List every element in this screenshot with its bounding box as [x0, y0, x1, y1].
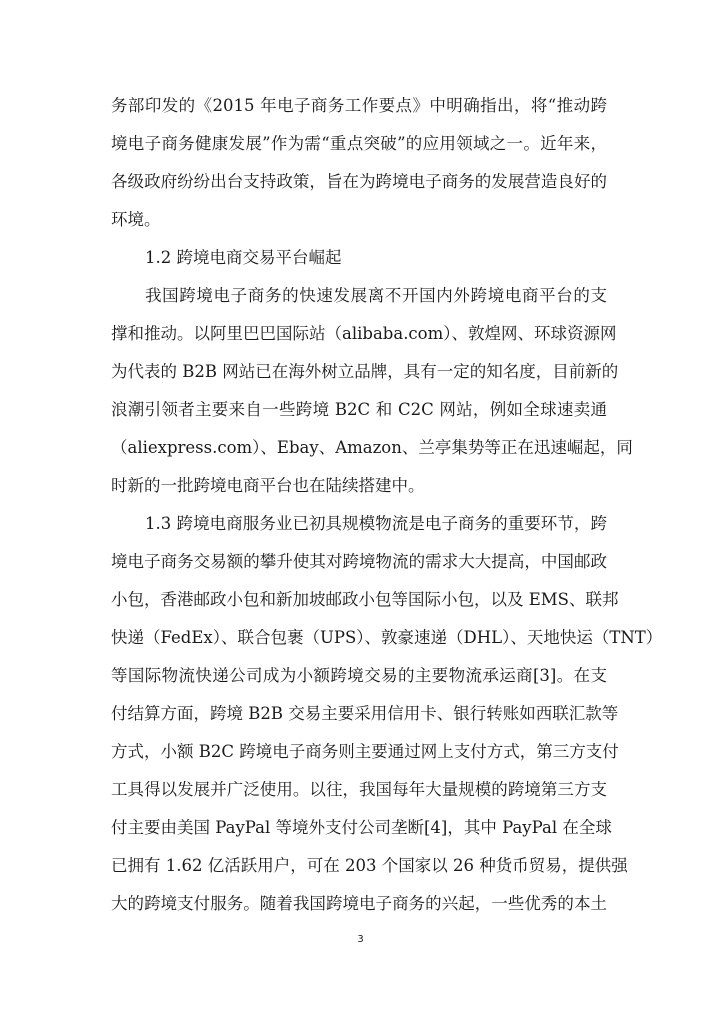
text-line: 为代表的 B2B 网站已在海外树立品牌，具有一定的知名度，目前新的 — [111, 362, 619, 381]
text-line: 务部印发的《2015 年电子商务工作要点》中明确指出，将“推动跨 — [111, 96, 607, 115]
text-line: 境电子商务健康发展”作为需“重点突破”的应用领域之一。近年来， — [111, 134, 607, 153]
text-line: 工具得以发展并广泛使用。以往，我国每年大量规模的跨境第三方支 — [111, 780, 607, 799]
text-line: 付主要由美国 PayPal 等境外支付公司垄断[4]，其中 PayPal 在全球 — [111, 818, 612, 837]
text-line: 等国际物流快递公司成为小额跨境交易的主要物流承运商[3]。在支 — [111, 666, 607, 685]
text-line: 快递（FedEx）、联合包裹（UPS）、敦豪速递（DHL）、天地快运（TNT） — [111, 628, 663, 647]
text-line: 浪潮引领者主要来自一些跨境 B2C 和 C2C 网站，例如全球速卖通 — [111, 400, 607, 419]
text-line: 小包，香港邮政小包和新加坡邮政小包等国际小包，以及 EMS、联邦 — [111, 590, 619, 609]
page-number: 3 — [357, 934, 364, 945]
section-heading-line: 1.3 跨境电商服务业已初具规模物流是电子商务的重要环节，跨 — [145, 514, 607, 533]
text-line: 已拥有 1.62 亿活跃用户，可在 203 个国家以 26 种货币贸易，提供强 — [111, 856, 628, 875]
text-line: 环境。 — [111, 210, 161, 229]
text-line: 大的跨境支付服务。随着我国跨境电子商务的兴起，一些优秀的本土 — [111, 894, 607, 913]
text-line: （aliexpress.com）、Ebay、Amazon、兰亭集势等正在迅速崛起，同 — [111, 438, 633, 457]
text-line: 时新的一批跨境电商平台也在陆续搭建中。 — [111, 476, 425, 495]
section-heading: 1.2 跨境电商交易平台崛起 — [145, 248, 342, 267]
text-line: 各级政府纷纷出台支持政策，旨在为跨境电子商务的发展营造良好的 — [111, 172, 607, 191]
text-line: 方式，小额 B2C 跨境电子商务则主要通过网上支付方式，第三方支付 — [111, 742, 619, 761]
text-line: 撑和推动。以阿里巴巴国际站（alibaba.com）、敦煌网、环球资源网 — [111, 324, 617, 343]
text-line: 付结算方面，跨境 B2B 交易主要采用信用卡、银行转账如西联汇款等 — [111, 704, 619, 723]
text-line: 我国跨境电子商务的快速发展离不开国内外跨境电商平台的支 — [145, 286, 607, 305]
text-line: 境电子商务交易额的攀升使其对跨境物流的需求大大提高，中国邮政 — [111, 552, 607, 571]
